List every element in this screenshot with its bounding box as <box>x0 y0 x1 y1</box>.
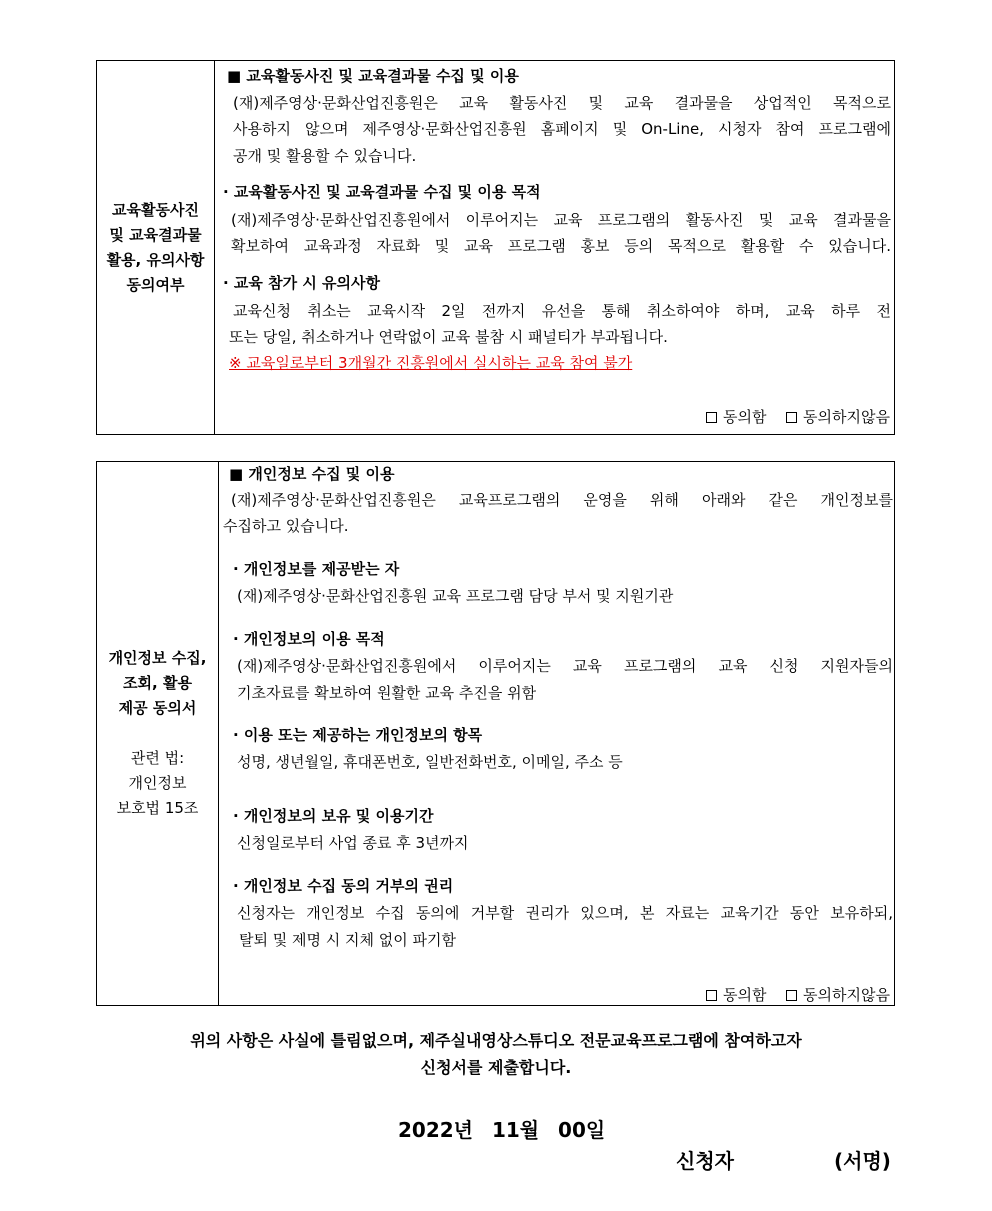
notice-line: 교육신청 취소는 교육시작 2일 전까지 유선을 통해 취소하여야 하며, 교육 하루 전 <box>233 302 891 320</box>
photo-consent-label-cell <box>97 61 215 434</box>
agree-label: 동의함 <box>723 986 767 1004</box>
section-heading: ■ 개인정보 수집 및 이용 <box>229 465 395 483</box>
label-line: 제공 동의서 <box>118 699 197 717</box>
purpose-line: (재)제주영상·문화산업진흥원에서 이루어지는 교육 프로그램의 활동사진 및 교육 결과물을 <box>231 211 891 229</box>
agree-checkbox[interactable] <box>706 990 717 1001</box>
law-line: 관련 법: <box>130 749 185 767</box>
item-line: 성명, 생년월일, 휴대폰번호, 일반전화번호, 이메일, 주소 등 <box>237 753 623 771</box>
intro-line: 사용하지 않으며 제주영상·문화산업진흥원 홈페이지 및 On-Line, 시청자 참여 프로그램에 <box>233 120 891 138</box>
label-line: 활용, 유의사항 <box>106 250 205 269</box>
item-line: 탈퇴 및 제명 시 지체 없이 파기함 <box>239 931 456 949</box>
signature-field[interactable]: (서명) <box>834 1149 891 1173</box>
label-line: 및 교육결과물 <box>109 225 202 244</box>
item-heading: · 개인정보의 보유 및 이용기간 <box>233 807 434 825</box>
section-heading: ■ 교육활동사진 및 교육결과물 수집 및 이용 <box>227 67 519 85</box>
agree-label: 동의함 <box>723 408 767 426</box>
disagree-label: 동의하지않음 <box>803 986 890 1004</box>
label-line: 동의여부 <box>126 275 185 294</box>
law-line: 보호법 15조 <box>116 799 199 817</box>
disagree-checkbox[interactable] <box>786 412 797 423</box>
photo-consent-table <box>96 60 895 435</box>
item-line: 신청자는 개인정보 수집 동의에 거부할 권리가 있으며, 본 자료는 교육기간 동안 보유하되, <box>237 904 893 922</box>
purpose-heading: · 교육활동사진 및 교육결과물 수집 및 이용 목적 <box>223 183 541 201</box>
purpose-line: 확보하여 교육과정 자료화 및 교육 프로그램 홍보 등의 목적으로 활용할 수 있습니다. <box>231 237 891 255</box>
agree-checkbox[interactable] <box>706 412 717 423</box>
intro-line: 수집하고 있습니다. <box>223 517 349 535</box>
statement-line: 신청서를 제출합니다. <box>420 1058 572 1077</box>
item-heading: · 이용 또는 제공하는 개인정보의 항목 <box>233 726 483 744</box>
applicant-label: 신청자 <box>676 1149 734 1173</box>
intro-line: (재)제주영상·문화산업진흥원은 교육프로그램의 운영을 위해 아래와 같은 개인정보를 <box>231 491 893 509</box>
item-line: 신청일로부터 사업 종료 후 3년까지 <box>237 834 469 852</box>
intro-line: (재)제주영상·문화산업진흥원은 교육 활동사진 및 교육 결과물을 상업적인 목적으로 <box>233 94 891 112</box>
item-heading: · 개인정보의 이용 목적 <box>233 630 385 648</box>
warning-text: ※ 교육일로부터 3개월간 진흥원에서 실시하는 교육 참여 불가 <box>229 354 633 372</box>
item-line: (재)제주영상·문화산업진흥원 교육 프로그램 담당 부서 및 지원기관 <box>237 587 674 605</box>
disagree-checkbox[interactable] <box>786 990 797 1001</box>
item-line: (재)제주영상·문화산업진흥원에서 이루어지는 교육 프로그램의 교육 신청 지원자들의 <box>237 657 893 675</box>
label-line: 개인정보 수집, <box>108 649 207 667</box>
item-heading: · 개인정보를 제공받는 자 <box>233 560 400 578</box>
notice-line: 또는 당일, 취소하거나 연락없이 교육 불참 시 패널티가 부과됩니다. <box>229 328 668 346</box>
photo-consent-content-cell <box>215 61 894 434</box>
item-line: 기초자료를 확보하여 원활한 교육 추진을 위함 <box>237 684 537 702</box>
application-date: 2022년 11월 00일 <box>398 1118 606 1142</box>
consent-options <box>706 406 890 427</box>
statement-line: 위의 사항은 사실에 틀림없으며, 제주실내영상스튜디오 전문교육프로그램에 참여하고자 <box>190 1031 802 1050</box>
personal-info-consent-table <box>96 461 895 1006</box>
personal-info-content-cell <box>219 462 894 1005</box>
label-line: 교육활동사진 <box>112 200 199 219</box>
consent-options <box>706 984 890 1005</box>
label-line: 조회, 활용 <box>123 674 192 692</box>
notice-heading: · 교육 참가 시 유의사항 <box>223 274 380 292</box>
intro-line: 공개 및 활용할 수 있습니다. <box>233 147 417 165</box>
item-heading: · 개인정보 수집 동의 거부의 권리 <box>233 877 454 895</box>
personal-info-label-cell <box>97 462 219 1005</box>
law-line: 개인정보 <box>128 774 187 792</box>
disagree-label: 동의하지않음 <box>803 408 890 426</box>
